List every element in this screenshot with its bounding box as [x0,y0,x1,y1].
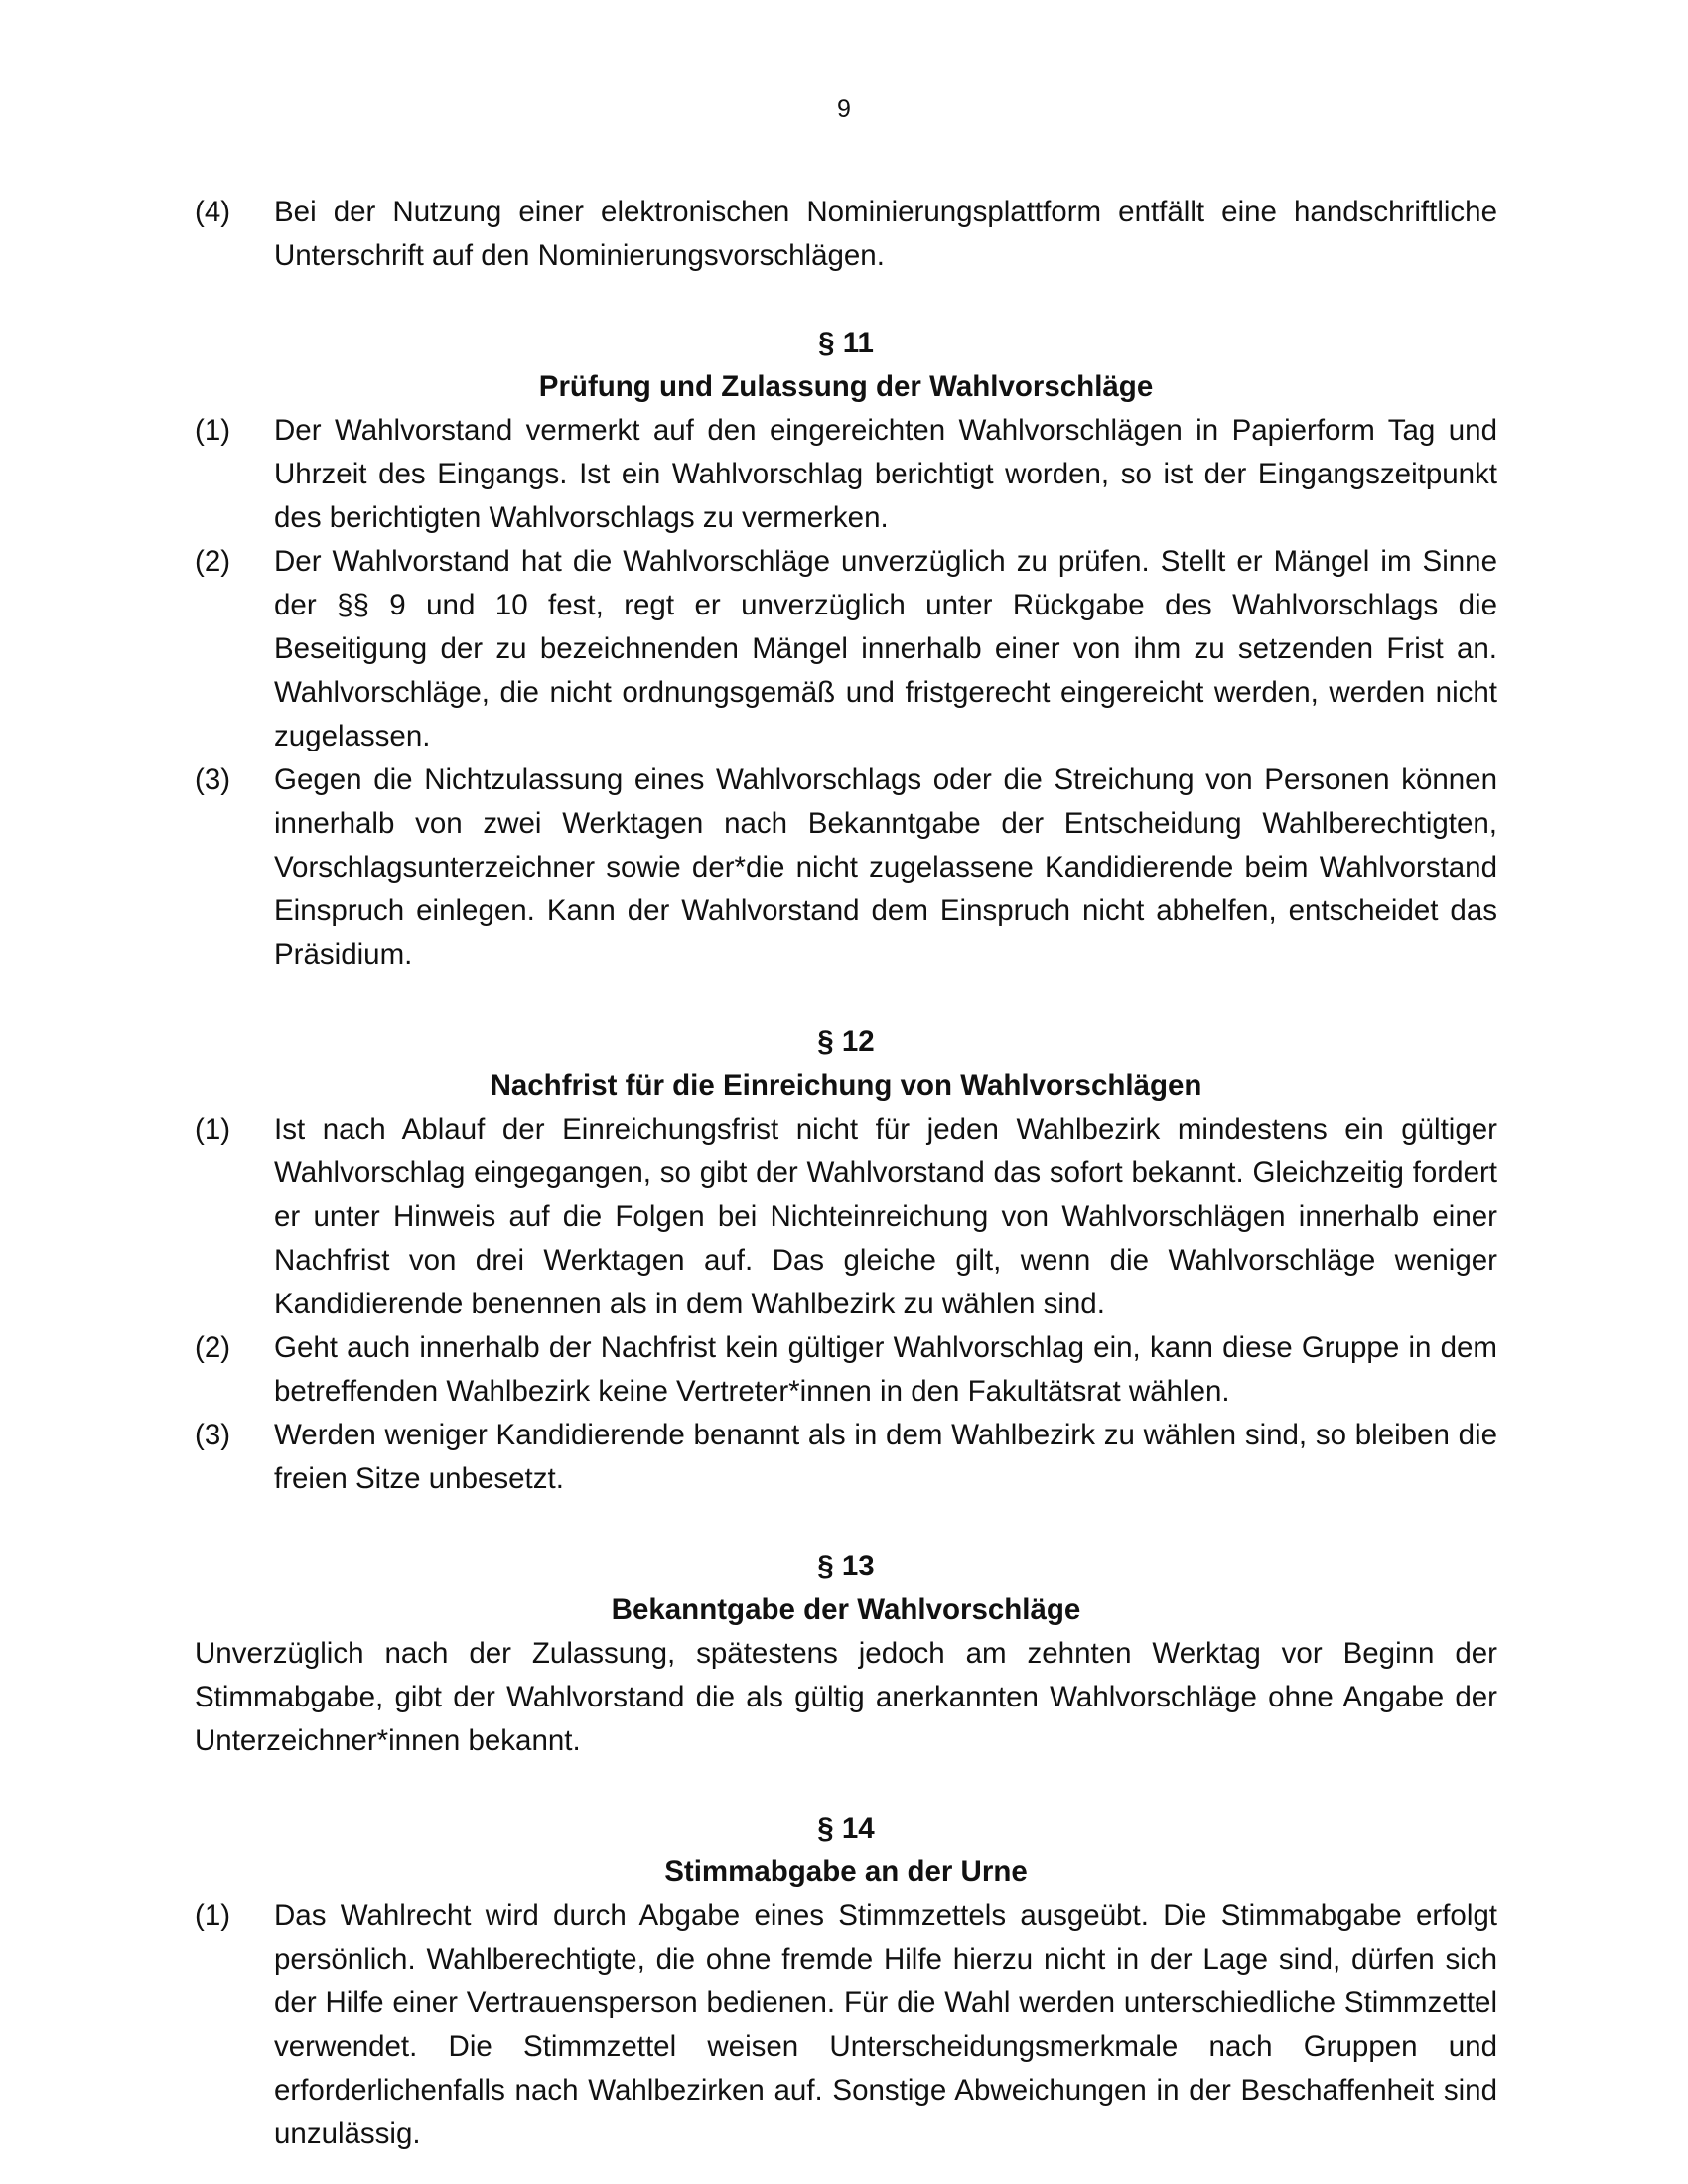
paragraph [195,540,1497,758]
section-title: Nachfrist für die Einreichung von Wahlvorschlägen [490,1069,1202,1102]
paragraph [195,1108,1497,1326]
section-12 [195,1021,1497,1501]
section-title: Bekanntgabe der Wahlvorschläge [611,1593,1081,1626]
paragraph-number: (1) [195,1113,231,1146]
section-title: Prüfung und Zulassung der Wahlvorschläge [538,370,1154,403]
paragraph [195,191,1497,278]
page-number: 9 [837,95,851,123]
section-number: § 11 [818,327,874,359]
paragraph-number: (3) [195,763,231,796]
paragraph [195,1894,1497,2156]
paragraph-text: Ist nach Ablauf der Einreichungsfrist nicht für jeden Wahlbezirk mindestens ein gültiger Wahlvorschlag eingegangen, so gibt der Wahlvorstand das sofort bekannt. Gleichzeitig fordert er unter Hinweis auf die Folgen bei Nichteinreichung von Wahlvorschlägen innerhalb einer Nachfrist von drei Werktagen auf. Das gleiche gilt, wenn die Wahlvorschläge weniger Kandidierende benennen als in dem Wahlbezirk zu wählen sind. [274,1113,1497,1320]
paragraph-text: Werden weniger Kandidierende benannt als in dem Wahlbezirk zu wählen sind, so bleiben die freien Sitze unbesetzt. [274,1419,1497,1495]
paragraph-text: Gegen die Nichtzulassung eines Wahlvorschlags oder die Streichung von Personen können innerhalb von zwei Werktagen nach Bekanntgabe der Entscheidung Wahlberechtigten, Vorschlagsunterzeichner sowie der*die nicht zugelassene Kandidierende beim Wahlvorstand Einspruch einlegen. Kann der Wahlvorstand dem Einspruch nicht abhelfen, entscheidet das Präsidium. [274,763,1497,971]
section-number: § 13 [817,1550,875,1582]
paragraph [195,409,1497,540]
paragraph-number: (2) [195,545,231,578]
paragraph-number: (3) [195,1419,231,1451]
paragraph-text: Das Wahlrecht wird durch Abgabe eines Stimmzettels ausgeübt. Die Stimmabgabe erfolgt persönlich. Wahlberechtigte, die ohne fremde Hilfe hierzu nicht in der Lage sind, dürfen sich der Hilfe einer Vertrauensperson bedienen. Für die Wahl werden unterschiedliche Stimmzettel verwendet. Die Stimmzettel weisen Unterscheidungsmerkmale nach Gruppen und erforderlichenfalls nach Wahlbezirken auf. Sonstige Abweichungen in der Beschaffenheit sind unzulässig. [274,1899,1497,2150]
paragraph [195,758,1497,977]
section-number: § 12 [817,1025,875,1058]
paragraph-number: (1) [195,1899,231,1932]
section-title: Stimmabgabe an der Urne [664,1855,1028,1888]
paragraph-text: Bei der Nutzung einer elektronischen Nominierungsplattform entfällt eine handschriftliche Unterschrift auf den Nominierungsvorschlägen. [274,196,1497,272]
paragraph-text: Der Wahlvorstand hat die Wahlvorschläge unverzüglich zu prüfen. Stellt er Mängel im Sinne der §§ 9 und 10 fest, regt er unverzüglich unter Rückgabe des Wahlvorschlags die Beseitigung der zu bezeichnenden Mängel innerhalb einer von ihm zu setzenden Frist an. Wahlvorschläge, die nicht ordnungsgemäß und fristgerecht eingereicht werden, werden nicht zugelassen. [274,545,1497,752]
paragraph-number: (4) [195,196,231,228]
paragraph-text: Geht auch innerhalb der Nachfrist kein gültiger Wahlvorschlag ein, kann diese Gruppe in dem betreffenden Wahlbezirk keine Vertreter*innen in den Fakultätsrat wählen. [274,1331,1497,1408]
document-body [195,191,1497,2156]
section-14 [195,1807,1497,2156]
paragraph-number: (1) [195,414,231,447]
section-text: Unverzüglich nach der Zulassung, spätestens jedoch am zehnten Werktag vor Beginn der Stimmabgabe, gibt der Wahlvorstand die als gültig anerkannten Wahlvorschläge ohne Angabe der Unterzeichner*innen bekannt. [195,1637,1497,1757]
paragraph [195,1414,1497,1501]
section-11 [195,322,1497,977]
section-13 [195,1545,1497,1763]
paragraph-number: (2) [195,1331,231,1364]
section-number: § 14 [817,1812,875,1844]
paragraph-text: Der Wahlvorstand vermerkt auf den eingereichten Wahlvorschlägen in Papierform Tag und Uhrzeit des Eingangs. Ist ein Wahlvorschlag berichtigt worden, so ist der Eingangszeitpunkt des berichtigten Wahlvorschlags zu vermerken. [274,414,1497,534]
paragraph [195,1326,1497,1414]
